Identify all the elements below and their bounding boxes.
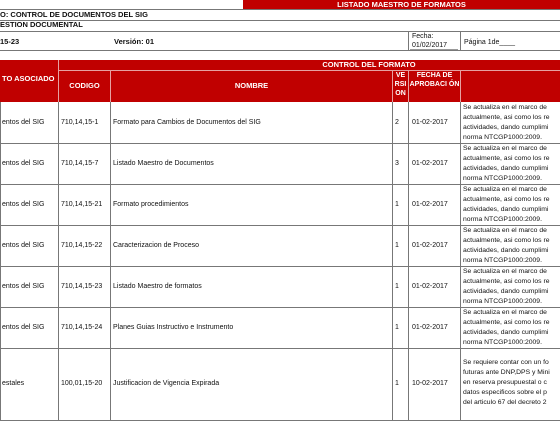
cell-fecha: 01-02-2017 <box>412 160 448 167</box>
cell-version: 1 <box>395 242 399 249</box>
cell-proceso: estales <box>2 380 25 387</box>
divider <box>460 184 461 225</box>
cell-fecha: 10-02-2017 <box>412 380 448 387</box>
divider <box>460 31 461 50</box>
cell-descripcion-line: Se requiere contar con un fo <box>463 359 549 366</box>
divider <box>110 102 111 143</box>
cell-descripcion-line: norma NTCGP1000:2009. <box>463 134 542 141</box>
divider <box>460 225 461 266</box>
divider <box>392 102 393 143</box>
area-line: ESTION DOCUMENTAL <box>0 20 83 29</box>
cell-descripcion-line: actividades, dando cumplimi <box>463 206 549 213</box>
divider <box>0 102 1 143</box>
divider <box>58 348 59 420</box>
divider <box>0 184 1 225</box>
divider <box>0 31 560 32</box>
cell-descripcion-line: actividades, dando cumplimi <box>463 124 549 131</box>
col-header-nombre: NOMBRE <box>234 81 269 90</box>
cell-proceso: entos del SIG <box>2 324 45 331</box>
divider <box>110 225 111 266</box>
col-header-version: VE RSI ON <box>394 72 407 97</box>
divider <box>392 225 393 266</box>
cell-descripcion-line: actividades, dando cumplimi <box>463 247 549 254</box>
divider <box>0 50 560 51</box>
divider <box>460 348 461 420</box>
cell-nombre: Listado Maestro de formatos <box>113 283 202 290</box>
cell-version: 1 <box>395 283 399 290</box>
cell-codigo: 710,14,15-21 <box>61 201 103 208</box>
cell-codigo: 710,14,15-24 <box>61 324 103 331</box>
fecha-value: 01/02/2017 <box>412 42 448 49</box>
cell-descripcion-line: norma NTCGP1000:2009. <box>463 298 542 305</box>
cell-descripcion-line: actualmente, asi como los re <box>463 114 550 121</box>
divider <box>110 348 111 420</box>
cell-codigo: 710,14,15-1 <box>61 119 99 126</box>
cell-proceso: entos del SIG <box>2 119 45 126</box>
cell-descripcion-line: Se actualiza en el marco de <box>463 227 547 234</box>
divider <box>408 70 409 102</box>
cell-proceso: entos del SIG <box>2 283 45 290</box>
cell-descripcion-line: actualmente, asi como los re <box>463 155 550 162</box>
cell-descripcion-line: del articulo 67 del decreto 2 <box>463 399 547 406</box>
divider <box>392 307 393 348</box>
divider <box>408 102 409 143</box>
cell-descripcion-line: Se actualiza en el marco de <box>463 268 547 275</box>
cell-fecha: 01-02-2017 <box>412 283 448 290</box>
cell-descripcion-line: norma NTCGP1000:2009. <box>463 216 542 223</box>
cell-fecha: 01-02-2017 <box>412 242 448 249</box>
document-code: 15-23 <box>0 37 20 46</box>
cell-proceso: entos del SIG <box>2 242 45 249</box>
cell-descripcion-line: actualmente, asi como los re <box>463 319 550 326</box>
divider <box>58 102 59 143</box>
divider <box>58 60 59 102</box>
divider <box>408 31 409 50</box>
divider <box>58 143 59 184</box>
divider <box>460 70 461 102</box>
cell-descripcion-line: actividades, dando cumplimi <box>463 329 549 336</box>
divider <box>392 348 393 420</box>
cell-nombre: Caracterizacion de Proceso <box>113 242 199 249</box>
divider <box>110 266 111 307</box>
cell-codigo: 710,14,15-7 <box>61 160 99 167</box>
divider <box>110 143 111 184</box>
cell-descripcion-line: Se actualiza en el marco de <box>463 104 547 111</box>
cell-descripcion-line: norma NTCGP1000:2009. <box>463 257 542 264</box>
cell-descripcion-line: actividades, dando cumplimi <box>463 288 549 295</box>
page-label: Página 1de____ <box>464 39 515 46</box>
divider <box>58 184 59 225</box>
cell-descripcion-line: actualmente, asi como los re <box>463 237 550 244</box>
divider <box>0 143 1 184</box>
col-header-proceso: TO ASOCIADO <box>2 74 55 83</box>
divider <box>0 348 1 420</box>
document-title: LISTADO MAESTRO DE FORMATOS <box>243 0 560 9</box>
divider <box>460 102 461 143</box>
divider <box>408 184 409 225</box>
divider <box>58 266 59 307</box>
col-header-codigo: CODIGO <box>69 81 100 90</box>
cell-proceso: entos del SIG <box>2 160 45 167</box>
col-header-fecha: FECHA DE APROBACI ÓN <box>409 72 460 88</box>
cell-descripcion-line: actividades, dando cumplimi <box>463 165 549 172</box>
cell-descripcion-line: datos especificos sobre el p <box>463 389 547 396</box>
cell-nombre: Formato para Cambios de Documentos del SIG <box>113 119 261 126</box>
cell-fecha: 01-02-2017 <box>412 324 448 331</box>
cell-descripcion-line: en reserva presupuestal o c <box>463 379 547 386</box>
divider <box>0 307 1 348</box>
divider <box>408 143 409 184</box>
divider <box>392 70 393 102</box>
cell-nombre: Planes Guias Instructivo e Instrumento <box>113 324 234 331</box>
cell-proceso: entos del SIG <box>2 201 45 208</box>
cell-codigo: 710,14,15-23 <box>61 283 103 290</box>
divider <box>408 348 409 420</box>
cell-fecha: 01-02-2017 <box>412 201 448 208</box>
divider <box>110 307 111 348</box>
cell-codigo: 100,01,15-20 <box>61 380 103 387</box>
group-header: CONTROL DEL FORMATO <box>58 60 560 70</box>
divider <box>460 266 461 307</box>
divider <box>110 184 111 225</box>
cell-version: 1 <box>395 324 399 331</box>
divider <box>408 266 409 307</box>
cell-version: 1 <box>395 201 399 208</box>
version-label: Versión: 01 <box>114 37 155 46</box>
cell-descripcion-line: futuras ante DNP,DPS y Mini <box>463 369 550 376</box>
cell-version: 3 <box>395 160 399 167</box>
divider <box>110 70 111 102</box>
cell-descripcion-line: norma NTCGP1000:2009. <box>463 175 542 182</box>
divider <box>408 307 409 348</box>
cell-nombre: Formato procedimientos <box>113 201 189 208</box>
cell-codigo: 710,14,15-22 <box>61 242 103 249</box>
cell-nombre: Listado Maestro de Documentos <box>113 160 214 167</box>
divider <box>58 225 59 266</box>
divider <box>392 184 393 225</box>
divider <box>392 266 393 307</box>
divider <box>392 143 393 184</box>
divider <box>460 143 461 184</box>
cell-fecha: 01-02-2017 <box>412 119 448 126</box>
divider <box>58 307 59 348</box>
cell-descripcion-line: actualmente, asi como los re <box>463 278 550 285</box>
divider <box>408 225 409 266</box>
divider <box>460 307 461 348</box>
divider <box>0 225 1 266</box>
divider <box>0 20 560 21</box>
fecha-label: Fecha: <box>412 33 434 40</box>
cell-nombre: Justificacion de Vigencia Expirada <box>113 380 220 387</box>
divider <box>0 266 1 307</box>
process-line: O: CONTROL DE DOCUMENTOS DEL SIG <box>0 10 148 19</box>
cell-descripcion-line: Se actualiza en el marco de <box>463 309 547 316</box>
cell-descripcion-line: Se actualiza en el marco de <box>463 145 547 152</box>
cell-descripcion-line: Se actualiza en el marco de <box>463 186 547 193</box>
cell-version: 1 <box>395 380 399 387</box>
cell-descripcion-line: actualmente, asi como los re <box>463 196 550 203</box>
cell-descripcion-line: norma NTCGP1000:2009. <box>463 339 542 346</box>
cell-version: 2 <box>395 119 399 126</box>
